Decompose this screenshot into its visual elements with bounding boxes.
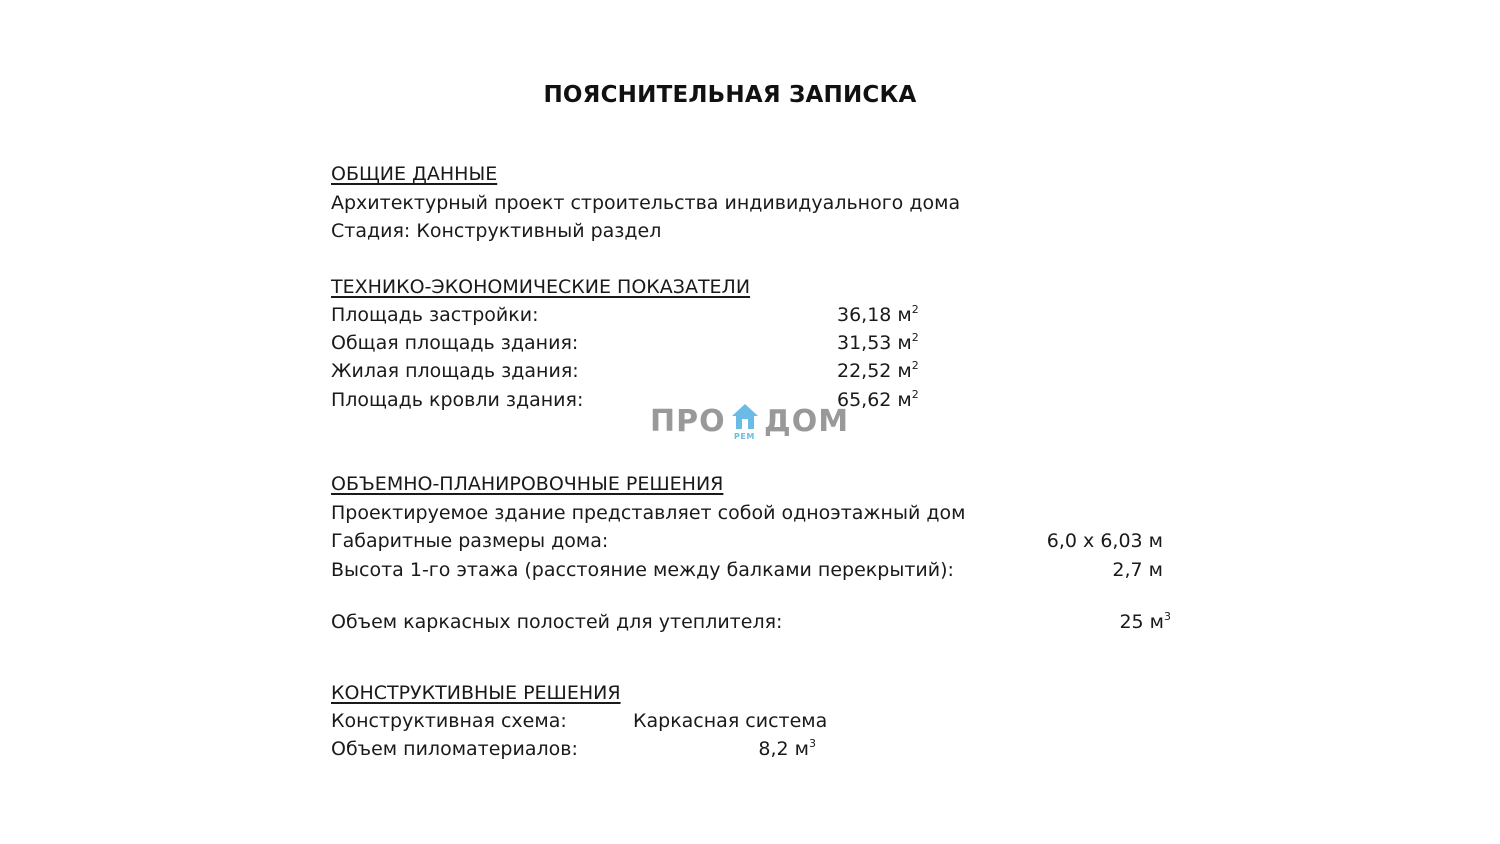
prodom-logo — [650, 402, 850, 442]
general-line-project: Архитектурный проект строительства индивидуального дома — [331, 192, 961, 214]
house-icon — [730, 402, 760, 432]
lumber-volume-label: Объем пиломатериалов: — [331, 738, 578, 760]
scheme-label: Конструктивная схема: — [331, 710, 567, 732]
floor-height-label: Высота 1-го этажа (расстояние между балками перекрытий): — [331, 559, 954, 581]
tep-row-value: 22,52 $м^2$ — [837, 359, 919, 382]
scheme-value: Каркасная система — [633, 710, 828, 732]
logo-word-pro: ПРО — [650, 404, 726, 439]
structure-heading: КОНСТРУКТИВНЫЕ РЕШЕНИЯ — [331, 682, 621, 704]
insulation-volume-label: Объем каркасных полостей для утеплителя: — [331, 611, 783, 633]
page-title: ПОЯСНИТЕЛЬНАЯ ЗАПИСКА — [543, 82, 917, 108]
insulation-volume-value: 25 $м^3$ — [1119, 610, 1171, 633]
planning-heading: ОБЪЕМНО-ПЛАНИРОВОЧНЫЕ РЕШЕНИЯ — [331, 473, 724, 495]
tep-row-label: Площадь кровли здания: — [331, 389, 584, 411]
tep-row-label: Жилая площадь здания: — [331, 360, 579, 382]
planning-description: Проектируемое здание представляет собой одноэтажный дом — [331, 502, 966, 524]
tep-row-value: 65,62 $м^2$ — [837, 388, 919, 411]
general-line-stage: Стадия: Конструктивный раздел — [331, 220, 662, 242]
floor-height-value: 2,7 м — [1112, 559, 1163, 581]
logo-subtitle: РЕМ — [734, 432, 755, 441]
tep-row-value: 36,18 $м^2$ — [837, 303, 919, 326]
lumber-volume-value: 8,2 $м^3$ — [758, 737, 816, 760]
tep-row-label: Общая площадь здания: — [331, 332, 579, 354]
dimensions-value: 6,0 х 6,03 м — [1046, 530, 1163, 552]
tep-row-label: Площадь застройки: — [331, 304, 539, 326]
tep-heading: ТЕХНИКО-ЭКОНОМИЧЕСКИЕ ПОКАЗАТЕЛИ — [331, 276, 751, 298]
general-heading: ОБЩИЕ ДАННЫЕ — [331, 163, 498, 185]
dimensions-label: Габаритные размеры дома: — [331, 530, 609, 552]
logo-word-dom: ДОМ — [764, 404, 850, 439]
tep-row-value: 31,53 $м^2$ — [837, 331, 919, 354]
